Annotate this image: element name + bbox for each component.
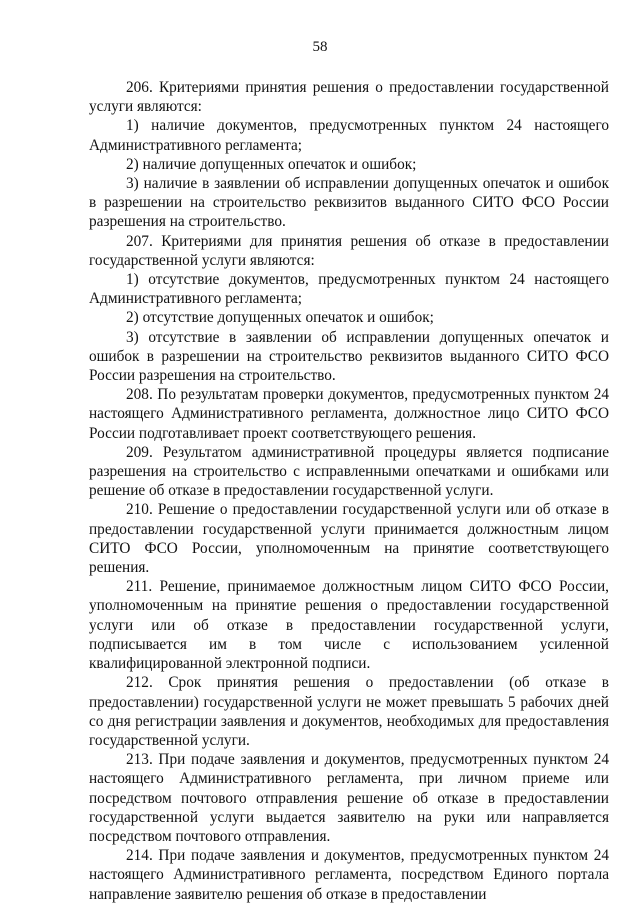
- paragraph-207-item-2: 2) отсутствие допущенных опечаток и ошибок;: [126, 309, 434, 327]
- paragraph-207: 207. Критериями для принятия решения об отказе в предоставлении государственной услуги являются:: [89, 232, 609, 269]
- paragraph-206-item-2: 2) наличие допущенных опечаток и ошибок;: [126, 155, 417, 173]
- paragraph-206-item-3: 3) наличие в заявлении об исправлении допущенных опечаток и ошибок в разрешении на строительство реквизитов выданного СИТО ФСО России разрешения на строительство.: [89, 175, 609, 231]
- document-body: [89, 78, 609, 904]
- paragraph-207-item-1: 1) отсутствие документов, предусмотренных пунктом 24 настоящего Административного регламента;: [89, 271, 609, 308]
- paragraph-210: 210. Решение о предоставлении государственной услуги или об отказе в предоставлении государственной услуги принимается должностным лицом СИТО ФСО России, уполномоченным на принятие соответствующего решения.: [89, 501, 609, 577]
- paragraph-214: 214. При подаче заявления и документов, предусмотренных пунктом 24 настоящего Административного регламента, посредством Единого портала направление заявителю решения об отказе в предоставлении: [89, 847, 609, 903]
- paragraph-206: 206. Критериями принятия решения о предоставлении государственной услуги являются:: [89, 79, 609, 116]
- paragraph-212: 212. Срок принятия решения о предоставлении (об отказе в предоставлении) государственной услуги не может превышать 5 рабочих дней со дня регистрации заявления и документов, необходимых для предоставления государственной услуги.: [89, 674, 609, 749]
- paragraph-213: 213. При подаче заявления и документов, предусмотренных пунктом 24 настоящего Административного регламента, при личном приеме или посредством почтового отправления решение об отказе в предоставлении государственной услуги выдается заявителю на руки или направляется посредством почтового отправления.: [89, 751, 609, 845]
- paragraph-207-item-3: 3) отсутствие в заявлении об исправлении допущенных опечаток и ошибок в разрешении на строительство реквизитов выданного СИТО ФСО России разрешения на строительство.: [89, 328, 609, 385]
- paragraph-208: 208. По результатам проверки документов, предусмотренных пунктом 24 настоящего Административного регламента, должностное лицо СИТО ФСО России подготавливает проект соответствующего решения.: [89, 386, 609, 442]
- paragraph-211: 211. Решение, принимаемое должностным лицом СИТО ФСО России, уполномоченным на принятие решения о предоставлении государственной услуги или об отказе в предоставлении государственной услуги, подписывается им в том числе с использованием усиленной квалифицированной электронной подписи.: [89, 578, 609, 673]
- paragraph-206-item-1: 1) наличие документов, предусмотренных пунктом 24 настоящего Административного регламента;: [89, 117, 609, 154]
- page-number: 58: [312, 39, 328, 55]
- paragraph-209: 209. Результатом административной процедуры является подписание разрешения на строительство с исправленными опечатками и ошибками или решение об отказе в предоставлении государственной услуги.: [89, 443, 609, 500]
